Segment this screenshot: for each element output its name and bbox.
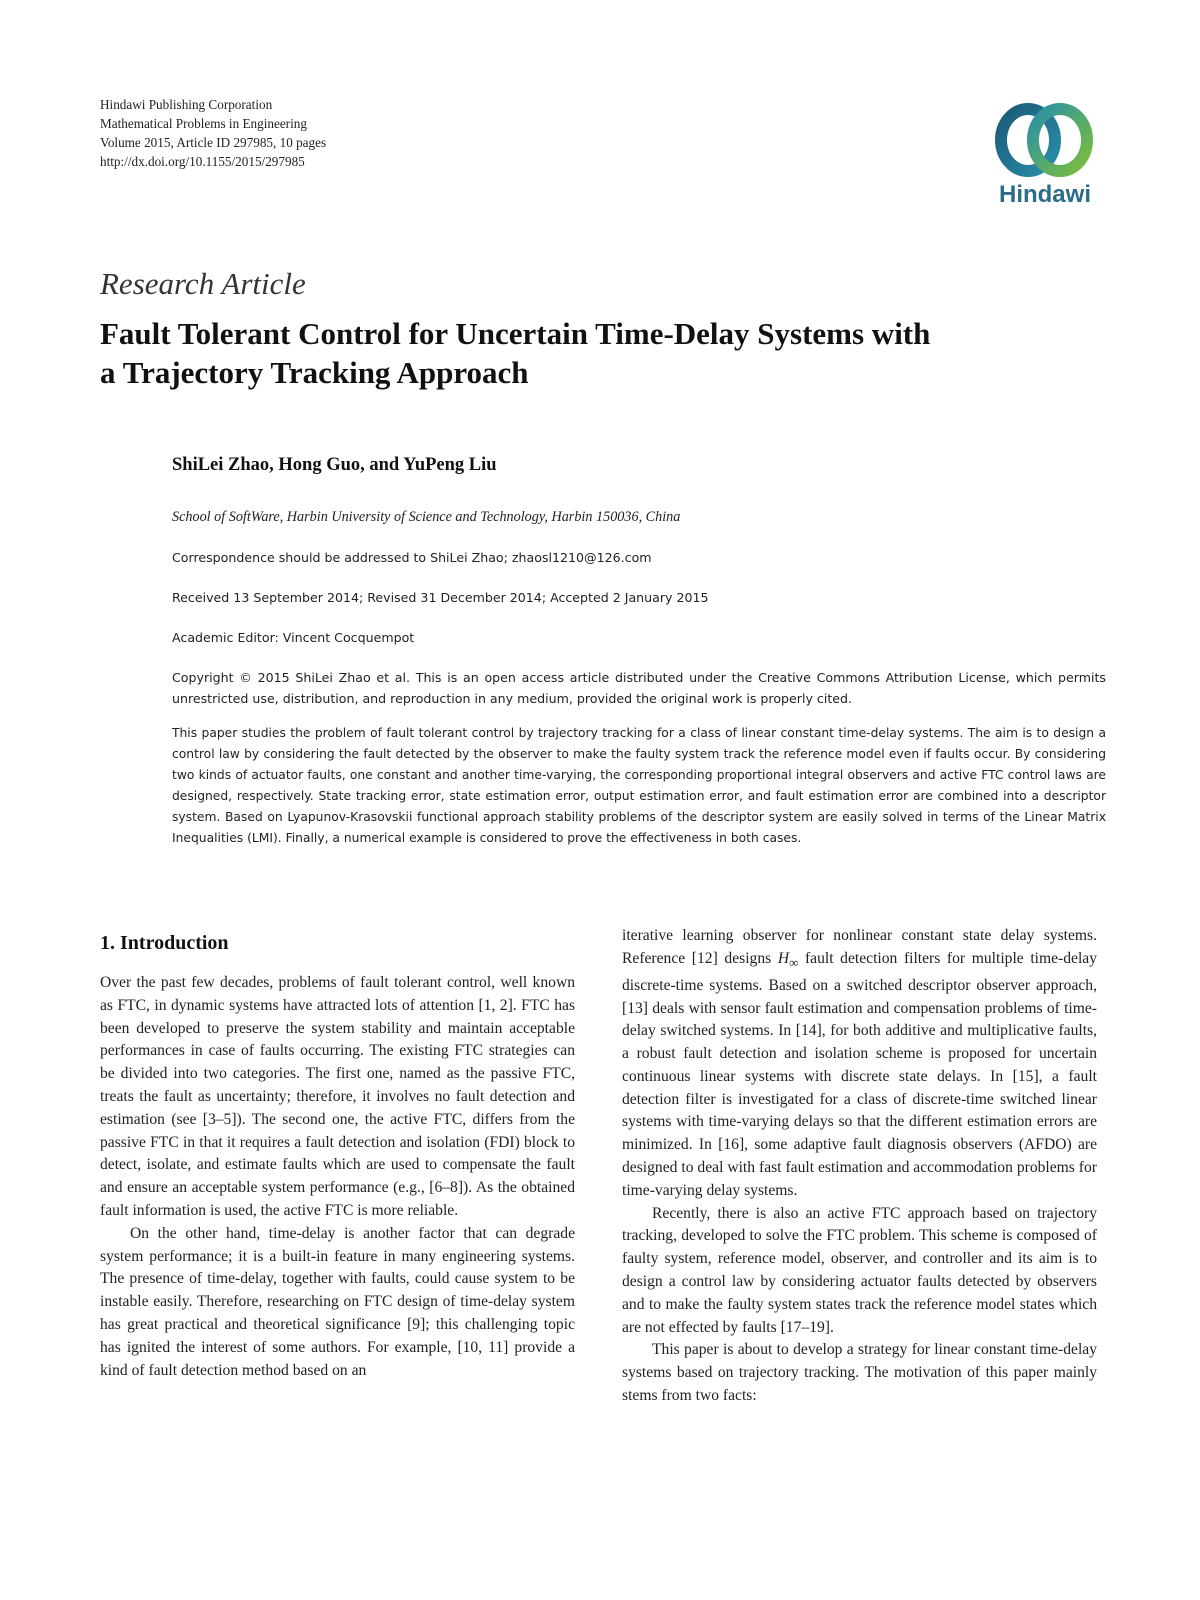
academic-editor: Academic Editor: Vincent Cocquempot — [172, 630, 415, 645]
received-dates: Received 13 September 2014; Revised 31 December 2014; Accepted 2 January 2015 — [172, 590, 709, 605]
paragraph-text: iterative learning observer for nonlinear constant state delay systems. Reference [12] designs — [622, 927, 1097, 967]
paragraph — [622, 925, 1097, 1203]
article-title — [100, 314, 1100, 392]
paragraph: This paper is about to develop a strategy for linear constant time-delay systems based on trajectory tracking. The motivation of this paper mainly stems from two facts: — [622, 1341, 1097, 1405]
title-line: Fault Tolerant Control for Uncertain Time-Delay Systems with — [100, 316, 931, 351]
journal-name: Mathematical Problems in Engineering — [100, 116, 307, 131]
publisher-name: Hindawi Publishing Corporation — [100, 97, 273, 112]
article-type: Research Article — [100, 266, 306, 301]
paragraph: Over the past few decades, problems of fault tolerant control, well known as FTC, in dynamic systems have attracted lots of attention [1, 2]. FTC has been developed to preserve the system stability and maintain acceptable performances in case of faults occurring. The existing FTC strategies can be divided into two categories. The first one, named as the passive FTC, treats the fault as uncertainty; therefore, it involves no fault detection and estimation (see [3–5]). The second one, the active FTC, differs from the passive FTC in that it requires a fault detection and isolation (FDI) block to detect, isolate, and estimate faults which are used to compensate the fault and ensure an acceptable system performance (e.g., [6–8]). As the obtained fault information is used, the active FTC is more reliable. — [100, 974, 575, 1219]
right-column — [622, 925, 1097, 1408]
doi-link[interactable]: http://dx.doi.org/10.1155/2015/297985 — [100, 154, 305, 169]
journal-info — [100, 95, 620, 171]
paragraph-text: fault detection filters for multiple time-delay discrete-time systems. Based on a switched descriptor observer approach, [13] deals with sensor fault estimation and compensation problems of time-delay switched systems. In [14], for both additive and multiplicative faults, a robust fault detection and isolation scheme is proposed for uncertain continuous linear systems with discrete state delays. In [15], a fault detection filter is investigated for a class of discrete-time switched linear systems with time-varying delays so that the different estimation errors are minimized. In [16], some adaptive fault diagnosis observers (AFDO) are designed to deal with fast fault estimation and accommodation problems for time-varying delay systems. — [622, 949, 1097, 1199]
math-subscript: ∞ — [789, 954, 799, 970]
title-line: a Trajectory Tracking Approach — [100, 355, 529, 390]
affiliation: School of SoftWare, Harbin University of Science and Technology, Harbin 150036, China — [172, 509, 681, 525]
correspondence: Correspondence should be addressed to ShiLei Zhao; zhaosl1210@126.com — [172, 550, 652, 565]
section-heading: 1. Introduction — [100, 932, 229, 954]
copyright-notice: Copyright © 2015 ShiLei Zhao et al. This is an open access article distributed under the Creative Commons Attribution License, which permits unrestricted use, distribution, and reproduction in any medium, provided the original work is properly cited. — [172, 670, 1106, 706]
left-column — [100, 972, 575, 1382]
hindawi-logo — [985, 98, 1105, 210]
paragraph: Recently, there is also an active FTC approach based on trajectory tracking, developed to solve the FTC problem. This scheme is composed of faulty system, reference model, observer, and controller and its aim is to design a control law by considering actuator faults detected by observers and to make the faulty system states track the reference model states which are not effected by faults [17–19]. — [622, 1204, 1097, 1336]
abstract: This paper studies the problem of fault tolerant control by trajectory tracking for a class of linear constant time-delay systems. The aim is to design a control law by considering the fault detected by the observer to make the faulty system track the reference model even if faults occur. By considering two kinds of actuator faults, one constant and another time-varying, the corresponding proportional integral observers and active FTC control laws are designed, respectively. State tracking error, state estimation error, output estimation error, and fault estimation error are combined into a descriptor system. Based on Lyapunov-Krasovskii functional approach stability problems of the descriptor system are easily solved in terms of the Linear Matrix Inequalities (LMI). Finally, a numerical example is considered to prove the effectiveness in both cases. — [172, 726, 1106, 845]
volume-info: Volume 2015, Article ID 297985, 10 pages — [100, 135, 327, 150]
paragraph: On the other hand, time-delay is another factor that can degrade system performance; it is a built-in feature in many engineering systems. The presence of time-delay, together with faults, could cause system to be instable easily. Therefore, researching on FTC design of time-delay system has great practical and theoretical significance [9]; this challenging topic has ignited the interest of some authors. For example, [10, 11] provide a kind of fault detection method based on an — [100, 1224, 575, 1379]
logo-text: Hindawi — [998, 181, 1092, 208]
math-symbol: H — [777, 949, 790, 967]
author-list: ShiLei Zhao, Hong Guo, and YuPeng Liu — [172, 455, 497, 475]
